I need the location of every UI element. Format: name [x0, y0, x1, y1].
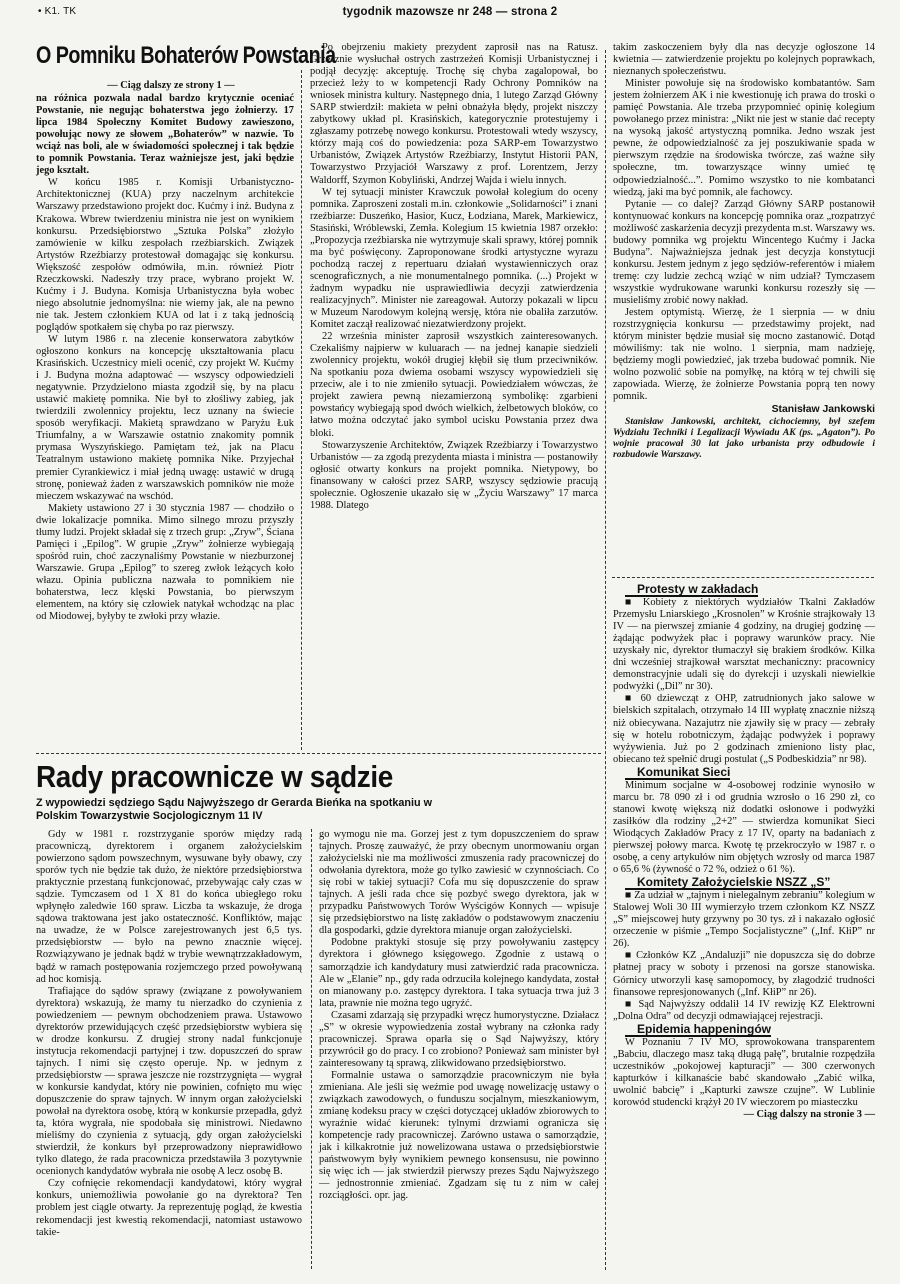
news-item: ■ Kobiety z niektórych wydziałów Tkalni Zakładów Przemysłu Lniarskiego „Krosnolen” w Krośnie strajkowały 13 IV — na pierwszej zmianie 4 godziny, na drugiej godzinę — żądając podwyżek płac i poprawy warunków pracy. Nie uzyskały nic, dyrektor tłumaczył się brakiem środków. Kilka dni wcześniej strajkował warsztat mechaniczny: pracownicy demonstracyjnie udali się do dyrekcji i uzyskali niewielkie podwyżki („Dil” nr 30). — [613, 597, 875, 693]
article1-author-note: Stanisław Jankowski, architekt, cichociemny, był szefem Wydziału Techniki i Legalizacji Wywiadu AK (ps. „Agaton”). Po wojnie pracował 30 lat jako urbanista przy odbudowie i rozbudowie Warszawy. — [613, 416, 875, 461]
page-header — [0, 6, 900, 18]
news-column — [613, 583, 875, 1273]
square-bullet-icon: ■ — [625, 950, 637, 962]
article-divider — [612, 577, 874, 578]
article2-subtitle: Z wypowiedzi sędziego Sądu Najwyższego dr Gerarda Bieńka na spotkaniu w Polskim Towarzystwie Socjologicznym 11 IV — [36, 797, 432, 822]
article1-paragraph: Minister powołuje się na środowisko kombatantów. Sam jestem żołnierzem AK i nie kwestionuję ich prawa do troski o pamięć Powstania. Ale trzeba przypomnieć opinię kolegium powołanego przez ministra: „Nikt nie jest w stanie dać recepty na wysoką jakość artystyczną pomnika. Jedno wszak jest pewne, że odpowiedzialność za jej poszukiwanie spada w pierwszym rzędzie na środowiska twórcze, zaś ważne siły społeczne, tm. towarzyszące winny umieć tę odpowiedzialność...”. Pomimo wszystko to nie kombatanci wiedzą, jaki ma być pomnik, ale fachowcy. — [613, 78, 875, 198]
article1-col1 — [36, 42, 336, 747]
article1-paragraph: Pytanie — co dalej? Zarząd Główny SARP postanowił kontynuować konkurs na koncepcję pomnika oraz „rozpatrzyć możliwość zaskarżenia decyzji prezydenta m.st. Warszawy ws. budowy pomnika wg projektu Wincentego Kućmy i Jacka Budyna”. Najważniejsza jednak jest decyzja konstytucji konkursu. Jestem jednym z jego sędziów-referentów i miałem tremę: czy ludzie zechcą wziąć w nim udział? Tymczasem wszystkie wydrukowane warunki konkursu rozeszły się — musieliśmy zrobić nowy nakład. — [613, 198, 875, 306]
article2-col2 — [319, 829, 599, 1269]
article1-paragraph: 22 września minister zaprosił wszystkich zainteresowanych. Czekaliśmy najpierw w kuluarach — na jednej kanapie siedzieli zwolennicy projektu, wokół drugiej kłębił się tłum przeciwników. Na spotkaniu poza dwiema osobami wszyscy wypowiedzieli się przeciw, ale i to nie zmieniło sytuacji. Powiedziałem wówczas, że projekt zawiera pewną niezamierzoną symbolikę: zgarbieni powstańcy wybiegają spod dwóch wielkich, żelbetowych bloków, co łatwo można odczytać jako symbol ucisku Powstania przez dwa bloki. — [310, 331, 598, 439]
article1-paragraph: Po obejrzeniu makiety prezydent zaprosił nas na Ratusz. Grzecznie wysłuchał ostrych zastrzeżeń Komisji Urbanistycznej i podjął decyzję: akceptuję. Trochę się chyba zagalopował, bo przecież leży to w kompetencji Rady Ochrony Pomników na wniosek ministra kultury. Następnego dnia, 1 lutego Zarząd Główny SARP stwierdził: makieta w pełni obnażyła błędy, projekt niszczy zabytkowy układ pl. Krasińskich, kategorycznie protestujemy i zgłaszamy potrzebę nowego konkursu. Protestowali wtedy wszyscy, którzy mają coś do powiedzenia: poza SARP-em Towarzystwo Urbanistów, Związek Artystów Rzeźbiarzy, Instytut Historii PAN, Towarzystwo Przyjaciół Warszawy z prof. Lorentzem, Jerzy Waldorff, Szymon Kobyliński, Andrzej Wajda i wielu innych. — [310, 42, 598, 186]
article1-col3 — [613, 42, 875, 574]
article2-paragraph: Trafiające do sądów sprawy (związane z powoływaniem dyrektora) wskazują, że mamy tu nierzadko do czynienia z powiedzeniem — pewnym obchodzeniem prawa. Ustawowo dyrektorów przewidujących część przedsiębiorstw wybiera się w drodze konkursu. Z drugiej strony nadal funkcjonuje instytucja rekomendacji partyjnej i tzw. dopuszczeń do spraw tajnych. I nimi się często operuje. Np. w jednym z przedsiębiorstw — sprawa jeszcze nie rozstrzygnięta — wygrał w konkursie kandydat, który nie powinien, cofnięto mu więc dopuszczenie do spraw tajnych. W innym organ założycielski powołał na dyrektora osobę, którą w konkursie przepadła, gdyż ta, która wygrała, nie spodobała się ministrowi. Niedawno mieliśmy do czynienia z sytuacją, gdy organ założycielski stwierdził, że konkurs był przeprowadzony nieprawidłowo tylko dlatego, że rada pracownicza przedstawiła 3 pozytywnie ocenionych kandydatów wybrała nie osobę A lecz osobę B. — [36, 985, 302, 1178]
article2-col1 — [36, 829, 302, 1269]
article1-paragraph: Jestem optymistą. Wierzę, że 1 sierpnia — w dniu rozstrzygnięcia konkursu — przedstawimy projekt, nad którym minister będzie musiał się mocno zastanowić. Dotąd mówiliśmy: tak nie wolno. 1 sierpnia, mam nadzieję, będziemy mogli powiedzieć, jak trzeba budować pomnik. Nie wolno pozwolić sobie na pomyłkę, na którą w tej chwili się zapowiada. Wierzę, że żołnierze Powstania poprą ten nowy pomnik. — [613, 307, 875, 403]
article1-paragraph: W tej sytuacji minister Krawczuk powołał kolegium do oceny pomnika. Zaproszeni zostali m.in. członkowie „Solidarności” i znani rzeźbiarze: Duszeńko, Hasior, Kucz, Łodziana, Marek, Markiewicz, Stasiński, Wróblewski, Zemła. Kolegium 15 kwietnia 1987 orzekło: „Propozycja rzeźbiarska nie wytrzymuje skali sprawy, której pomnik ma być poświęcony. Zaproponowane środki artystyczne wyrazu pochodzą raczej z repertuaru działań wystawienniczych oraz scenograficznych, a nie monumentalnego pomnika. (...) Projekt w żadnym wypadku nie usprawiedliwia decyzji zatwierdzenia realizacyjnych”. Minister nie zareagował. Autorzy pokazali w lipcu w Muzeum Narodowym kolejną wersję, która nie obaliła zarzutów. Komitet zaczął realizować niezatwierdzony projekt. — [310, 186, 598, 331]
article1-paragraph: Stowarzyszenie Architektów, Związek Rzeźbiarzy i Towarzystwo Urbanistów — za zgodą prezydenta miasta i ministra — postanowiły ogłosić otwarty konkurs na projekt pomnika. Nietypowy, bo finansowany w całości przez SARP, wszyscy sędziowie pracują społecznie. Ogłoszenie ukazało się w „Życiu Warszawy” 17 marca 1988. Dlatego — [310, 439, 598, 511]
square-bullet-icon: ■ — [625, 998, 639, 1010]
article2-paragraph: Czasami zdarzają się przypadki wręcz humorystyczne. Działacz „S” w okresie wypowiedzenia został wybrany na członka rady pracowniczej. Sprawa oparła się o Sąd Najwyższy, który przywrócił go do pracy. I co zrobiono? Ponieważ sam minister był zainteresowany tą sprawą, zlikwidowano przedsiębiorstwo. — [319, 1009, 599, 1069]
epidemia-heading: Epidemia happeningów — [613, 1023, 875, 1037]
running-header: tygodnik mazowsze nr 248 — strona 2 — [342, 6, 558, 18]
square-bullet-icon: ■ — [625, 693, 641, 705]
article1-paragraph: W końcu 1985 r. Komisji Urbanistyczno-Architektonicznej (KUA) przy naczelnym architekcie Warszawy przedstawiono projekt doc. Kućmy i inż. Budyna z Krakowa. Wbrew twierdzeniu ministra nie jest on wynikiem konkursu. Przedsiębiorstwo „Sztuka Polska” złożyło zamówienie w kilku zespołach rzeźbiarskich. Związek Artystów Rzeźbiarzy protestował domagając się konkursu. Większość zespołów odmówiła, m.in. również Piotr Rzeczkowski. Nadeszły trzy prace, wybrano projekt W. Kućmy i J. Budyna. Komisja Urbanistyczna była wobec niego absolutnie jednomyślna: nie wiemy jak, ale na pewno nie tak. Jestem członkiem KUA od lat i z taką jednością poglądów spotkałem się chyba po raz pierwszy. — [36, 177, 294, 333]
article1-paragraph: na różnica pozwala nadal bardzo krytycznie oceniać Powstanie, nie negując bohaterstwa jego żołnierzy. 17 lipca 1984 Społeczny Komitet Budowy zawieszono, powołując nowy ze słowem „Bohaterów” w nazwie. To wciąż nas boli, ale w świadomości społecznej i tak będzie to pomnik Powstania. Teraz ważniejsze jest, jaki będzie jego kształt. — [36, 93, 294, 177]
article2-header — [36, 760, 601, 822]
column-divider — [605, 50, 606, 1270]
article2-paragraph: go wymogu nie ma. Gorzej jest z tym dopuszczeniem do spraw tajnych. Proszę zauważyć, że przy obecnym unormowaniu organ założycielski nie ma możliwości zmuszenia rady pracowniczej do odwołania dyrektora, może go tylko zawiesić w czynnościach. Co się robi w takiej sytuacji? Cofa mu się dopuszczenie do spraw tajnych. A jeśli rada chce się pozbyć swego dyrektora, jak w przypadku Państwowych Torów Wyścigów Konnych — wpisuje się przedsiębiorstwo na listę zakładów o podstawowym znaczeniu dla gospodarki, gdzie dyrektora mianuje organ założycielski. — [319, 829, 599, 937]
article2-paragraph: Gdy w 1981 r. rozstrzyganie sporów między radą pracowniczą, dyrektorem i organem założycielskim powierzono sądom powszechnym, wysuwane były obawy, czy sporów tych nie będzie tak dużo, że niektóre przedsiębiorstwa praktycznie przestaną funkcjonować, przebywając cały czas w sądzie. Tymczasem od 1 X 81 do końca ubiegłego roku wpłynęło zaledwie 160 spraw. Liczba ta wskazuje, że droga sądowa traktowana jest jako ostateczność. Konfliktów, mając na uwadze, że w Polsce zarejestrowanych jest 6,5 tys. przedsiębiorstw — było na pewno znacznie więcej. Rozwiązywano je jednak bądź w trybie wewnątrzzakładowym, bądź w ramach postępowania rozjemczego przed powoływaną ad hoc komisją. — [36, 829, 302, 985]
article-divider — [36, 753, 601, 754]
news-item: ■ Członków KZ „Andaluzji” nie dopuszcza się do dobrze płatnej pracy w soboty i przenosi na gorsze stanowiska. Górnicy utworzyli kasę samopomocy, by złagodzić trudności finansowe represjonowanych („Inf. KłiP” nr 26). — [613, 950, 876, 998]
news-item: W Poznaniu 7 IV MO, sprowokowana transparentem „Babciu, dlaczego masz taką długą pałę”, brutalnie rozpędziła uczestników „pokojowej kapturacji” — 300 czerwonych kapturków i kilkanaście babć skandowało „Zabić wilka, uwolnić babcię” i „Kapturki zawsze czujne”. W Lublinie korowód studencki krążył 20 IV wieczorem po miasteczku — [613, 1036, 875, 1108]
continued-from-label: — Ciąg dalszy ze strony 1 — — [107, 80, 235, 91]
article1-col2 — [310, 42, 598, 747]
komitety-heading: Komitety Założycielskie NSZZ „S” — [613, 876, 875, 890]
article1-title: O Pomniku Bohaterów Powstania — [36, 42, 336, 69]
column-divider — [311, 829, 312, 1269]
komunikat-heading: Komunikat Sieci — [613, 766, 875, 780]
square-bullet-icon: ■ — [625, 890, 635, 902]
article2-paragraph: Formalnie ustawa o samorządzie pracowniczym nie była zmieniana. Ale jeśli się weźmie pod uwagę nowelizację ustawy o związkach zawodowych, o funduszu socjalnym, mieszkaniowym, zmianę kodeksu pracy w części dotyczącej układów zbiorowych to wyraźnie widać kierunek: tylnymi drzwiami ogranicza się kompetencje rady pracowniczej. Zarówno ustawa o samorządzie, jak i kilkakrotnie już nowelizowana ustawa o przedsiębiorstwie państwowym były wynikiem pewnego konsensusu, nie powinno się więc ich — jak stwierdził pierwszy prezes Sądu Najwyższego — jednostronnie zmieniać. Zgadzam się tu z nim w całej rozciągłości. opr. jag. — [319, 1069, 599, 1202]
article2-title: Rady pracownicze w sądzie — [36, 759, 393, 794]
square-bullet-icon: ■ — [625, 597, 643, 609]
header-marks: • K1. TK — [38, 6, 77, 17]
continued-label: — Ciąg dalszy na stronie 3 — — [743, 1109, 875, 1121]
article1-paragraph: W lutym 1986 r. na zlecenie konserwatora zabytków ogłoszono konkurs na koncepcję ukształtowania placu Krasińskich. Uczestnicy mieli ocenić, czy projekt W. Kućmy i J. Budyna można adaptować — wszyscy odpowiedzieli negatywnie. Przydzielono miasta zgodził się, by na placu ustawić makietę pomnika. Nie był to złośliwy zabieg, jak twierdzili zwolennicy projektu, lecz uznany na świecie sposób weryfikacji. Makietą sprawdzano w Paryżu Łuk Triumfalny, a w Warszawie ostatnio znakomity pomnik prymasa Wyszyńskiego. Pamiętam też, jak na Placu Teatralnym ustawiono makietę pomnika Nike. Przyjechał premier Cyrankiewicz i miał jedną uwagę: ustawić w drugą stronę, ponieważ żaden z warszawskich pomników nie może mieczem wskazywać na wschód. — [36, 333, 294, 502]
news-item: ■ 60 dziewcząt z OHP, zatrudnionych jako salowe w bielskich szpitalach, otrzymało 14 III wypłatę znacznie niższą niż obiecywana. Nazajutrz nie zjawiły się w pracy — zebrały się w hotelu robotniczym, żądając podwyżek i poprawy wyżywienia. Już po 2 godzinach zmieniono listy płac, obiecano też spełnić drugi postulat („S Podbeskidzia” nr 98). — [613, 693, 875, 765]
article2-paragraph: Podobne praktyki stosuje się przy powoływaniu zastępcy dyrektora i głównego księgowego. Zgodnie z ustawą o samorządzie ich kandydatury musi zatwierdzić rada pracownicza. Ale w „Elanie” np., gdy rada odrzuciła kolejnego kandydata, został on mianowany p.o. zastępcy dyrektora. I taka sytuacja trwa już 3 lata, prawnie nie można tego ugryźć. — [319, 937, 599, 1009]
news-item: Minimum socjalne w 4-osobowej rodzinie wynosiło w marcu br. 78 090 zł i od grudnia wzrosło o 16 290 zł, co stanowi kwotę większą niż dodatki osłonowe i podwyżki zasiłków dla rodziny „2+2” — stwierdza komunikat Sieci Wiodących Zakładów Pracy z 17 IV, oparty na badaniach z pierwszej połowy marca. Kwotę tę przekroczyło w 1987 r. o osobę, a ceny artykułów nim objętych wzrosły od marca 1987 o 65,6 % (żywność o 72 %, odzież o 61 %). — [613, 779, 875, 876]
protesty-heading: Protesty w zakładach — [613, 583, 875, 597]
article1-signature: Stanisław Jankowski — [771, 404, 875, 416]
article1-paragraph: Makiety ustawiono 27 i 30 stycznia 1987 — chodziło o dwie lokalizacje pomnika. Mimo silnego mrozu przyszły tłumy ludzi. Projekt składał się z trzech grup: „Zryw”, Ściana Pamięci i „Epilog”. W grupie „Zryw” żołnierze wybiegają spośród ruin, choć zaczynaliśmy Powstanie w niezburzonej Warszawie. Grupa „Epilog” to szereg zwłok leżących koło włazu. Opinia publiczna nazwała to pomnikiem nie bohaterstwa, lecz klęski Powstania, bo pierwszym elementem, na który się człowiek natykał wchodząc na plac od Miodowej, byłyby te zwłoki przy włazie. — [36, 502, 294, 623]
article2-paragraph: Czy cofnięcie rekomendacji kandydatowi, który wygrał konkurs, uniemożliwia powołanie go na dyrektora? Ten problem jest ciągle otwarty. Ja reprezentuję pogląd, że kwestia rekomendacji jest kwestią rekomendacji, natomiast ustawowo takie- — [36, 1178, 302, 1238]
article1-paragraph: takim zaskoczeniem były dla nas decyzje ogłoszone 14 kwietnia — zatwierdzenie projektu po kolejnych poprawkach, nieznanych społeczeństwu. — [613, 42, 875, 78]
news-item: ■ Za udział w „tajnym i nielegalnym zebraniu” kolegium w Stalowej Woli 30 III wymierzyło trzem członkom KZ NSZZ „S” miejscowej huty grzywny po 30 tys. zł i nakazało ogłosić orzeczenie w piśmie „Tempo Socjalistyczne” („Inf. KłiP” nr 26). — [613, 890, 875, 950]
news-item: ■ Sąd Najwyższy oddalił 14 IV rewizję KZ Elektrowni „Dolna Odra” od decyzji odmawiającej rejestracji. — [613, 998, 875, 1022]
column-divider — [301, 70, 302, 750]
